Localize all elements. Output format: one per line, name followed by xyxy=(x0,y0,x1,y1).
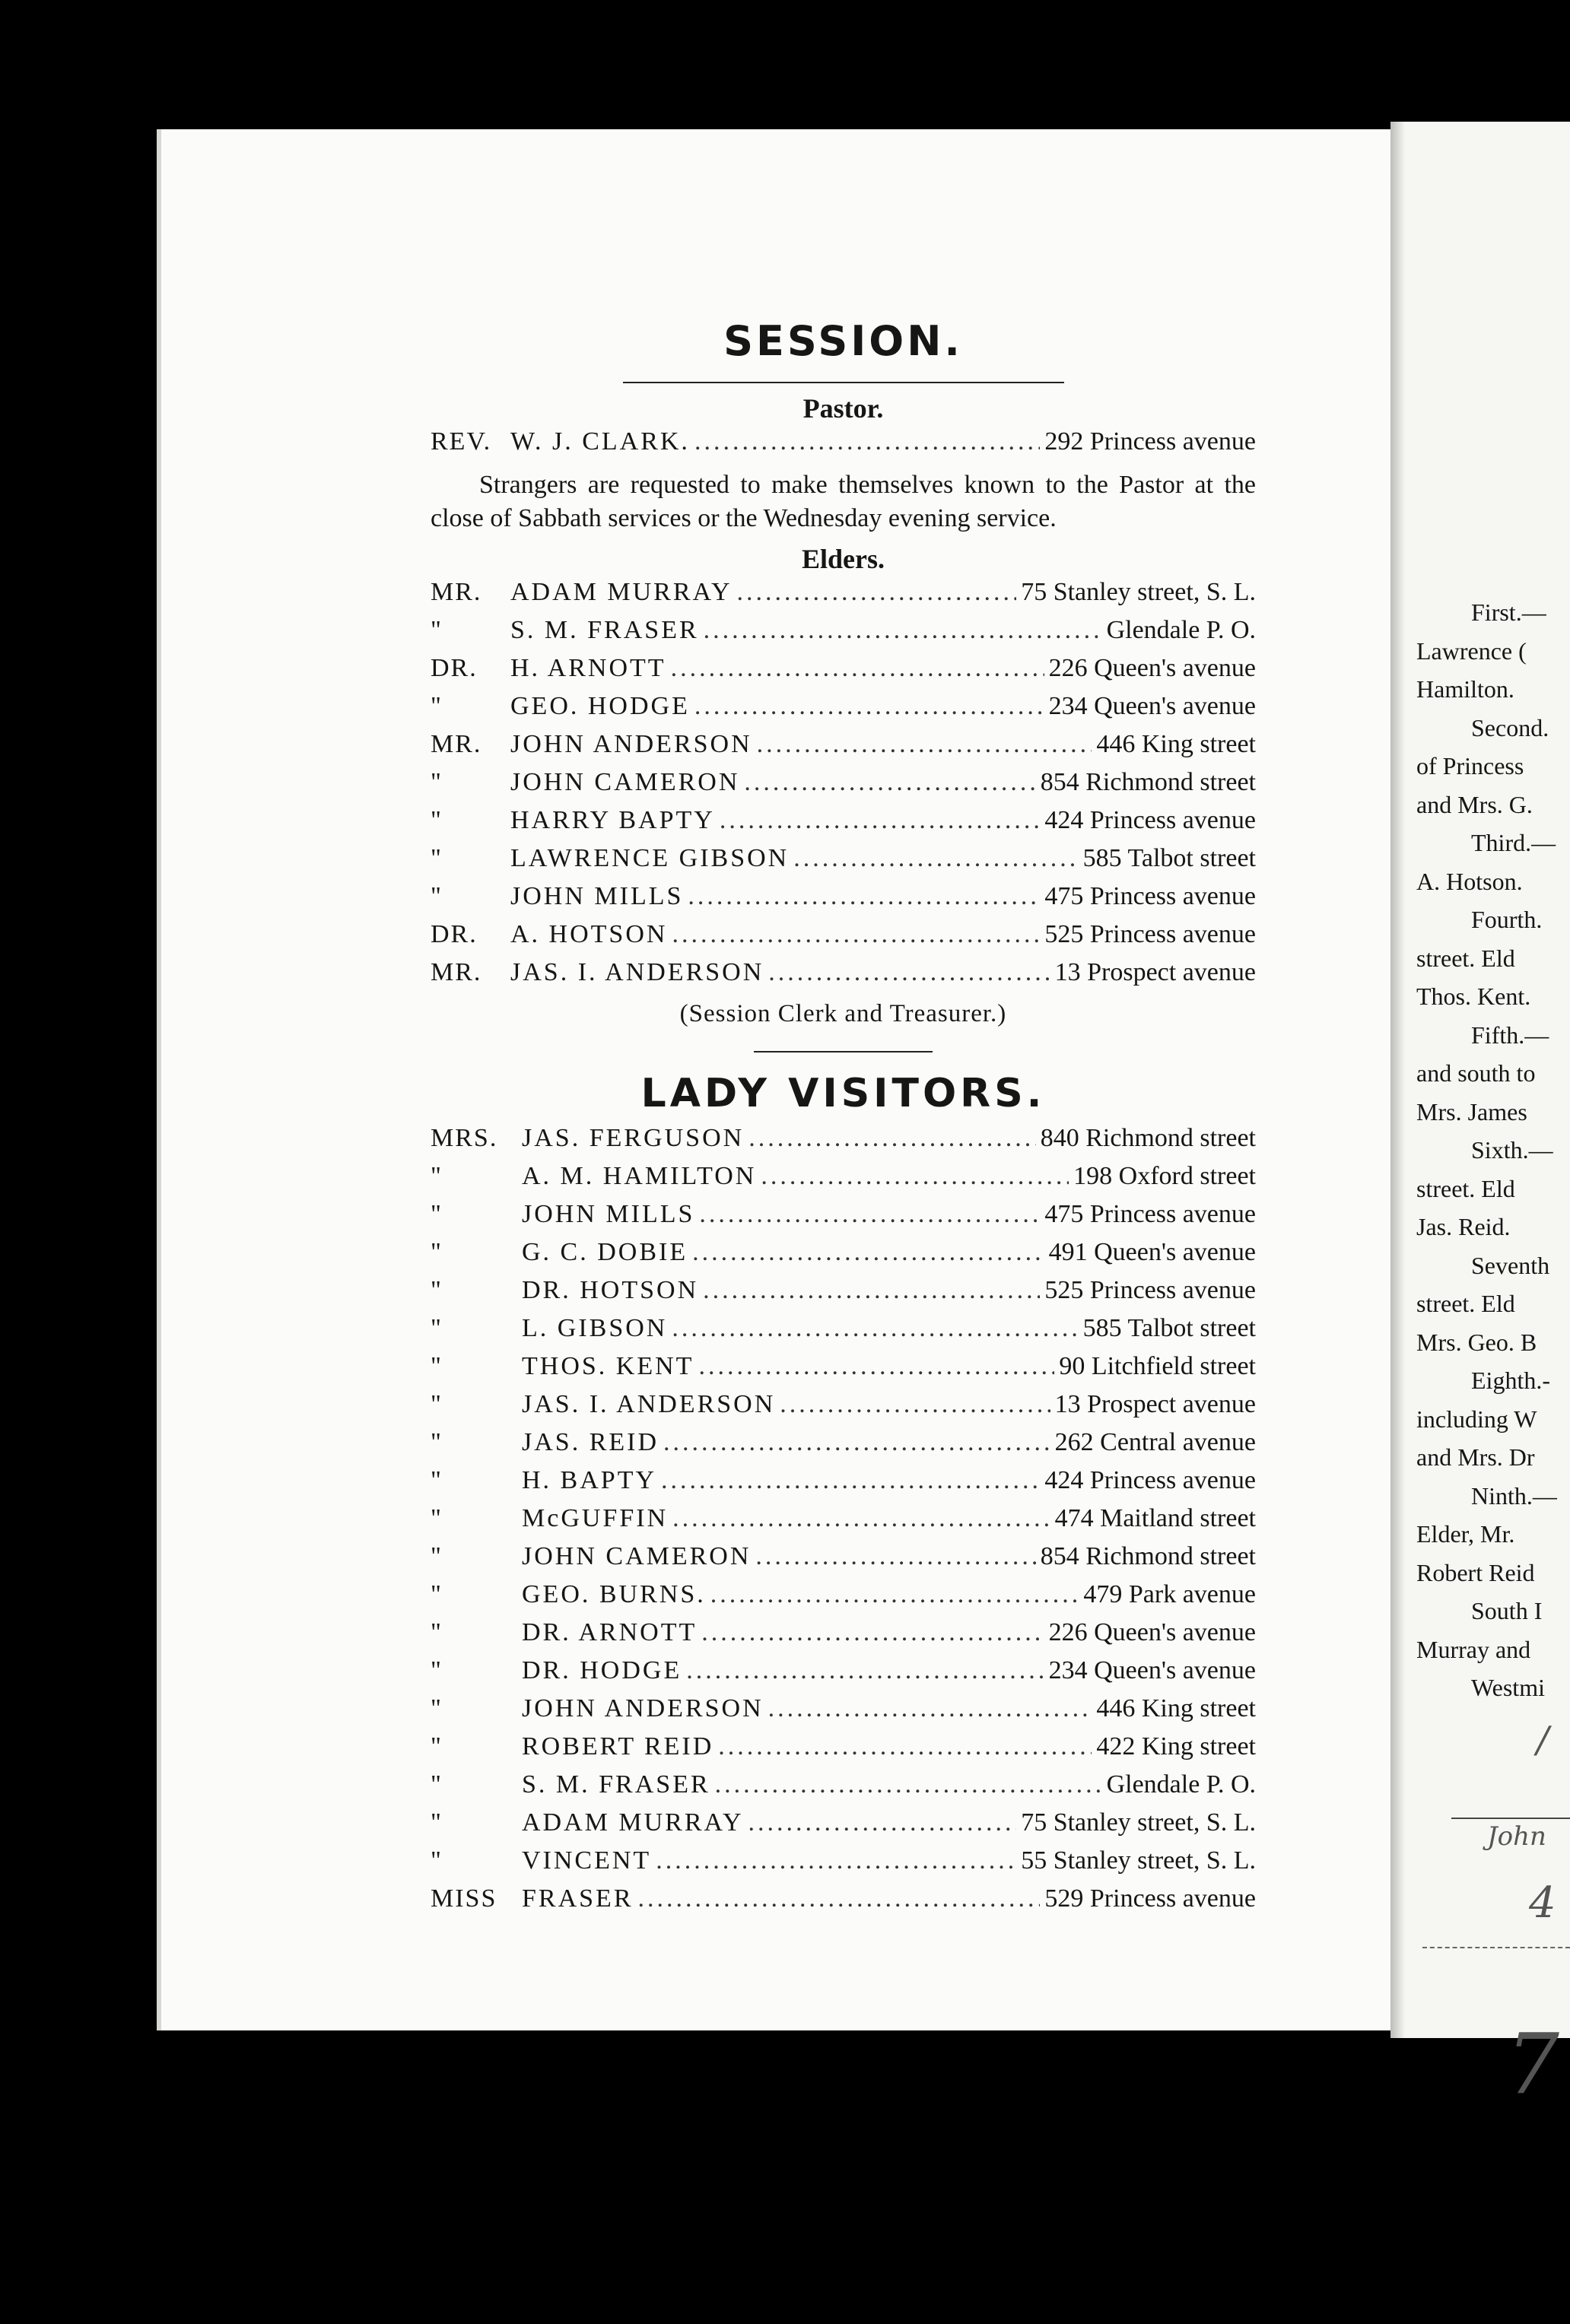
leader-dots xyxy=(688,882,1040,911)
lady-visitor-address: 854 Richmond street xyxy=(1040,1542,1256,1570)
lady-visitor-row xyxy=(431,1808,1256,1846)
lady-visitor-address: 525 Princess avenue xyxy=(1044,1276,1256,1304)
lady-visitor-title: " xyxy=(431,1238,443,1266)
lady-visitor-title: " xyxy=(431,1276,443,1304)
lady-visitor-address: 422 King street xyxy=(1096,1732,1256,1760)
lady-visitor-title: " xyxy=(431,1466,443,1494)
lady-visitor-name: JAS. FERGUSON xyxy=(522,1124,745,1152)
lady-visitor-name: JAS. I. ANDERSON xyxy=(522,1390,776,1418)
lady-visitors-list xyxy=(431,1124,1256,1922)
leader-dots xyxy=(780,1390,1050,1419)
lady-visitor-title: " xyxy=(431,1770,443,1799)
lady-visitor-name: S. M. FRASER xyxy=(522,1770,710,1799)
lady-visitor-address: 840 Richmond street xyxy=(1040,1124,1256,1152)
leader-dots xyxy=(672,1504,1050,1533)
leader-dots xyxy=(768,958,1050,987)
leader-dots xyxy=(701,1618,1044,1647)
lady-visitor-title: " xyxy=(431,1732,443,1760)
leader-dots xyxy=(757,730,1092,759)
right-page-line: and Mrs. G. xyxy=(1416,790,1533,818)
right-page-line: Eighth.- xyxy=(1471,1367,1550,1394)
leader-dots xyxy=(710,1580,1079,1609)
handwritten-mark: / xyxy=(1537,1719,1549,1761)
leader-dots xyxy=(694,427,1040,456)
lady-visitor-title: " xyxy=(431,1428,443,1456)
right-page-line: of Princess xyxy=(1416,752,1524,779)
lady-visitor-address: 446 King street xyxy=(1096,1694,1256,1722)
leader-dots xyxy=(755,1542,1035,1571)
right-page-line: Westmi xyxy=(1471,1674,1545,1701)
lady-visitor-address: 75 Stanley street, S. L. xyxy=(1021,1808,1256,1837)
leader-dots xyxy=(671,654,1044,683)
elder-address: 446 King street xyxy=(1096,730,1256,758)
leader-dots xyxy=(656,1846,1016,1875)
leader-dots xyxy=(661,1466,1040,1495)
lady-visitor-name: DR. HOTSON xyxy=(522,1276,699,1304)
lady-visitor-name: DR. ARNOTT xyxy=(522,1618,698,1646)
elder-address: 226 Queen's avenue xyxy=(1048,654,1256,682)
lady-visitor-row xyxy=(431,1200,1256,1238)
book-gutter xyxy=(1390,122,1404,2038)
lady-visitor-address: 475 Princess avenue xyxy=(1044,1200,1256,1228)
lady-visitor-row xyxy=(431,1466,1256,1504)
elder-title: " xyxy=(431,806,443,834)
elder-row xyxy=(431,654,1256,692)
lady-visitor-name: L. GIBSON xyxy=(522,1314,668,1342)
leader-dots xyxy=(768,1694,1092,1723)
elders-heading: Elders. xyxy=(801,544,885,574)
lady-visitor-name: H. BAPTY xyxy=(522,1466,657,1494)
lady-visitor-name: A. M. HAMILTON xyxy=(522,1162,757,1190)
lady-visitor-name: DR. HODGE xyxy=(522,1656,682,1684)
lady-visitor-title: MRS. xyxy=(431,1124,498,1152)
elder-name: JOHN MILLS xyxy=(510,882,684,910)
lady-visitor-row xyxy=(431,1656,1256,1694)
elder-row xyxy=(431,920,1256,958)
elder-row xyxy=(431,768,1256,806)
right-page-line: Mrs. James xyxy=(1416,1097,1527,1125)
right-page-line: Sixth.— xyxy=(1471,1136,1553,1164)
leader-dots xyxy=(715,1770,1102,1799)
right-page-line: First.— xyxy=(1471,598,1546,626)
leader-dots xyxy=(793,844,1078,873)
lady-visitor-name: FRASER xyxy=(522,1884,634,1913)
elder-row xyxy=(431,616,1256,654)
elder-row xyxy=(431,844,1256,882)
leader-dots xyxy=(748,1808,1017,1837)
elder-address: 424 Princess avenue xyxy=(1044,806,1256,834)
lady-visitor-title: " xyxy=(431,1846,443,1875)
lady-visitor-address: 55 Stanley street, S. L. xyxy=(1021,1846,1256,1875)
right-page-line: Jas. Reid. xyxy=(1416,1213,1511,1240)
lady-visitor-row xyxy=(431,1542,1256,1580)
leader-dots xyxy=(638,1884,1041,1913)
leader-dots xyxy=(744,768,1035,797)
leader-dots xyxy=(663,1428,1050,1457)
right-page-line: street. Eld xyxy=(1416,1174,1515,1202)
lady-visitor-address: 491 Queen's avenue xyxy=(1048,1238,1256,1266)
lady-visitor-address: 529 Princess avenue xyxy=(1044,1884,1256,1913)
pastor-heading: Pastor. xyxy=(802,393,884,424)
lady-visitor-name: THOS. KENT xyxy=(522,1352,694,1380)
elder-title: MR. xyxy=(431,958,482,986)
lady-visitor-title: " xyxy=(431,1352,443,1380)
leader-dots xyxy=(737,578,1017,607)
lady-visitor-title: MISS xyxy=(431,1884,497,1913)
lady-visitor-name: JAS. REID xyxy=(522,1428,659,1456)
elder-title: " xyxy=(431,768,443,796)
session-heading: SESSION. xyxy=(723,317,963,365)
handwritten-number: 4 xyxy=(1529,1878,1556,1928)
right-page-line: Ninth.— xyxy=(1471,1481,1557,1510)
lady-visitor-address: 234 Queen's avenue xyxy=(1048,1656,1256,1684)
lady-visitor-address: 226 Queen's avenue xyxy=(1048,1618,1256,1646)
lady-visitor-row xyxy=(431,1162,1256,1200)
pastor-row xyxy=(431,427,1256,465)
elder-name: JOHN ANDERSON xyxy=(510,730,752,758)
right-page-line: street. Eld xyxy=(1416,944,1515,972)
leader-dots xyxy=(720,806,1041,835)
right-page-line: A. Hotson. xyxy=(1416,867,1523,895)
elder-address: 475 Princess avenue xyxy=(1044,882,1256,910)
elder-row xyxy=(431,578,1256,616)
lady-visitor-name: ROBERT REID xyxy=(522,1732,714,1760)
elder-address: 854 Richmond street xyxy=(1040,768,1256,796)
right-page-text xyxy=(1416,593,1570,1707)
lady-visitor-address: 262 Central avenue xyxy=(1054,1428,1256,1456)
right-page-line: Robert Reid xyxy=(1416,1558,1535,1586)
leader-dots xyxy=(748,1124,1036,1153)
leader-dots xyxy=(699,1200,1040,1229)
lady-visitor-row xyxy=(431,1428,1256,1466)
leader-dots xyxy=(692,1238,1044,1267)
lady-visitor-address: 90 Litchfield street xyxy=(1059,1352,1256,1380)
lady-visitor-name: VINCENT xyxy=(522,1846,652,1875)
lady-visitor-address: 198 Oxford street xyxy=(1073,1162,1256,1190)
elder-name: H. ARNOTT xyxy=(510,654,666,682)
elder-row xyxy=(431,882,1256,920)
lady-visitor-name: GEO. BURNS. xyxy=(522,1580,706,1608)
leader-dots xyxy=(698,1352,1054,1381)
elder-name: GEO. HODGE xyxy=(510,692,690,720)
dashed-rule xyxy=(1422,1947,1570,1948)
lady-visitor-row xyxy=(431,1390,1256,1428)
elder-name: LAWRENCE GIBSON xyxy=(510,844,790,872)
lady-visitor-row xyxy=(431,1238,1256,1276)
lady-visitor-title: " xyxy=(431,1656,443,1684)
lady-visitor-row xyxy=(431,1504,1256,1542)
right-page-line: and Mrs. Dr xyxy=(1416,1443,1535,1471)
right-page-line: and south to xyxy=(1416,1059,1536,1087)
lady-visitor-address: 13 Prospect avenue xyxy=(1054,1390,1256,1418)
right-page-line: Lawrence ( xyxy=(1416,637,1527,665)
divider xyxy=(623,382,1064,383)
leader-dots xyxy=(761,1162,1069,1191)
lady-visitor-name: McGUFFIN xyxy=(522,1504,669,1532)
lady-visitor-row xyxy=(431,1732,1256,1770)
elder-title: " xyxy=(431,844,443,872)
leader-dots xyxy=(703,1276,1040,1305)
lady-visitor-address: 585 Talbot street xyxy=(1082,1314,1256,1342)
lady-visitor-title: " xyxy=(431,1542,443,1570)
elder-name: JAS. I. ANDERSON xyxy=(510,958,764,986)
lady-visitor-address: 424 Princess avenue xyxy=(1044,1466,1256,1494)
right-page-line: Mrs. Geo. B xyxy=(1416,1328,1537,1356)
pastor-address: 292 Princess avenue xyxy=(1044,427,1256,456)
leader-dots xyxy=(672,920,1040,949)
lady-visitor-title: " xyxy=(431,1390,443,1418)
elder-row xyxy=(431,692,1256,730)
lady-visitor-name: JOHN CAMERON xyxy=(522,1542,752,1570)
leader-dots xyxy=(672,1314,1078,1343)
elder-name: S. M. FRASER xyxy=(510,616,699,644)
lady-visitor-title: " xyxy=(431,1580,443,1608)
right-page-line: Fourth. xyxy=(1471,906,1543,933)
leader-dots xyxy=(686,1656,1044,1685)
elder-title: " xyxy=(431,616,443,644)
right-page-line: Fifth.— xyxy=(1471,1021,1549,1049)
lady-visitor-title: " xyxy=(431,1618,443,1646)
lady-visitor-row xyxy=(431,1770,1256,1808)
lady-visitor-row xyxy=(431,1884,1256,1922)
pastor-name: W. J. CLARK. xyxy=(510,427,690,456)
handwritten-rule xyxy=(1451,1818,1570,1819)
lady-visitor-row xyxy=(431,1618,1256,1656)
right-page-line: Second. xyxy=(1471,713,1549,741)
lady-visitor-name: JOHN ANDERSON xyxy=(522,1694,764,1722)
elder-address: 13 Prospect avenue xyxy=(1054,958,1256,986)
elder-title: MR. xyxy=(431,578,482,606)
elder-name: A. HOTSON xyxy=(510,920,668,948)
elder-row xyxy=(431,958,1256,996)
handwritten-name: John xyxy=(1487,1821,1546,1852)
lady-visitor-row xyxy=(431,1314,1256,1352)
lady-visitor-name: JOHN MILLS xyxy=(522,1200,695,1228)
lady-visitor-address: Glendale P. O. xyxy=(1106,1770,1256,1799)
elder-title: DR. xyxy=(431,654,478,682)
lady-visitors-heading: LADY VISITORS. xyxy=(640,1071,1046,1116)
right-page-line: including W xyxy=(1416,1405,1537,1433)
lady-visitor-title: " xyxy=(431,1504,443,1532)
right-page-line: Seventh xyxy=(1471,1251,1550,1279)
lady-visitor-row xyxy=(431,1846,1256,1884)
lady-visitor-title: " xyxy=(431,1162,443,1190)
right-page-line: street. Eld xyxy=(1416,1290,1515,1317)
lady-visitor-row xyxy=(431,1124,1256,1162)
handwritten-number: 7 xyxy=(1506,2015,1559,2113)
elder-row xyxy=(431,806,1256,844)
lady-visitor-title: " xyxy=(431,1314,443,1342)
right-page-line: Third.— xyxy=(1471,829,1556,856)
pastor-title: REV. xyxy=(431,427,492,456)
right-page-line: South I xyxy=(1471,1597,1543,1624)
elder-address: Glendale P. O. xyxy=(1106,616,1256,644)
divider xyxy=(754,1051,933,1052)
leader-dots xyxy=(718,1732,1092,1761)
elder-name: ADAM MURRAY xyxy=(510,578,733,606)
elder-row xyxy=(431,730,1256,768)
elders-list xyxy=(431,578,1256,996)
lady-visitor-name: G. C. DOBIE xyxy=(522,1238,688,1266)
right-page-line: Murray and xyxy=(1416,1635,1531,1663)
lady-visitor-row xyxy=(431,1276,1256,1314)
lady-visitor-name: ADAM MURRAY xyxy=(522,1808,744,1837)
right-page-line: Hamilton. xyxy=(1416,675,1514,703)
elder-name: HARRY BAPTY xyxy=(510,806,715,834)
right-page-line: Thos. Kent. xyxy=(1416,983,1531,1010)
lady-visitor-row xyxy=(431,1694,1256,1732)
elder-title: MR. xyxy=(431,730,482,758)
lady-visitor-address: 479 Park avenue xyxy=(1083,1580,1256,1608)
elder-title: " xyxy=(431,692,443,720)
elder-title: " xyxy=(431,882,443,910)
elder-address: 234 Queen's avenue xyxy=(1048,692,1256,720)
strangers-note: Strangers are requested to make themselves known to the Pastor at the close of Sabbath services or the Wednesday evening service. xyxy=(431,471,1256,532)
elder-address: 585 Talbot street xyxy=(1082,844,1256,872)
elder-address: 75 Stanley street, S. L. xyxy=(1021,578,1256,606)
right-page-line: Elder, Mr. xyxy=(1416,1520,1515,1548)
elder-address: 525 Princess avenue xyxy=(1044,920,1256,948)
lady-visitor-row xyxy=(431,1580,1256,1618)
leader-dots xyxy=(694,692,1044,721)
lady-visitor-title: " xyxy=(431,1808,443,1837)
leader-dots xyxy=(704,616,1102,645)
lady-visitor-title: " xyxy=(431,1694,443,1722)
lady-visitor-row xyxy=(431,1352,1256,1390)
lady-visitor-title: " xyxy=(431,1200,443,1228)
elder-name: JOHN CAMERON xyxy=(510,768,740,796)
directory-content xyxy=(431,315,1256,1922)
session-clerk-note: (Session Clerk and Treasurer.) xyxy=(679,1000,1007,1027)
lady-visitor-address: 474 Maitland street xyxy=(1054,1504,1256,1532)
elder-title: DR. xyxy=(431,920,478,948)
